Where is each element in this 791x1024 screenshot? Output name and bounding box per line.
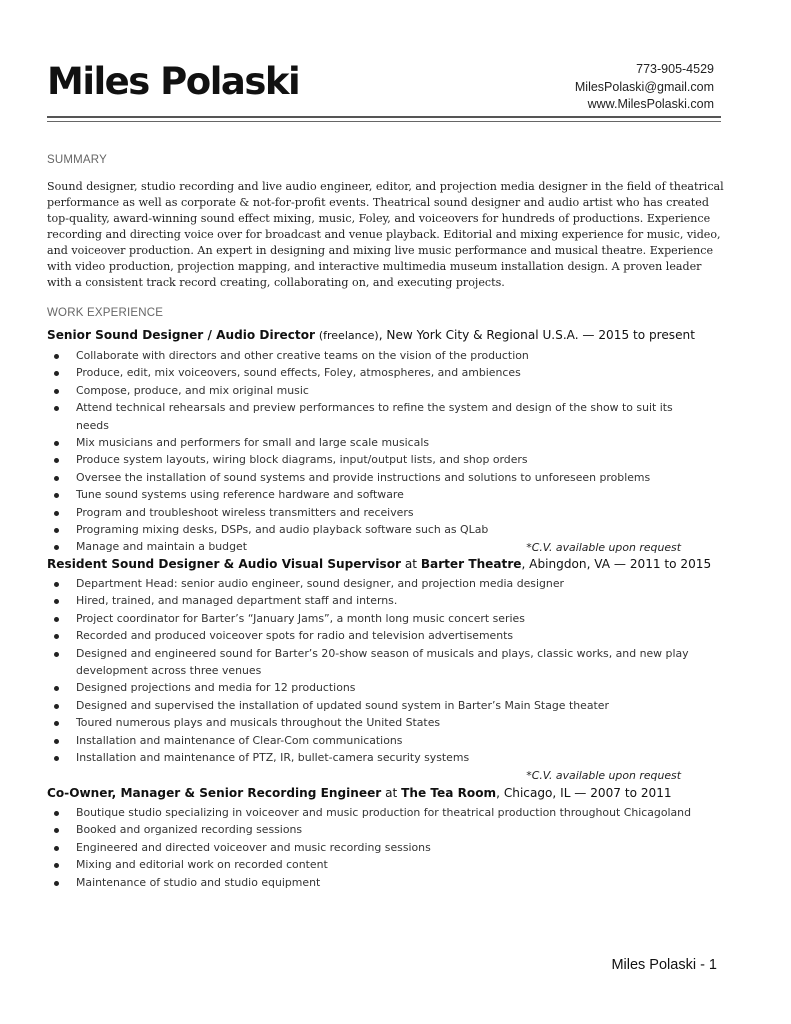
job-location: , Abingdon, VA (521, 557, 611, 571)
job-dates: — 2015 to present (578, 328, 695, 342)
job-at: at (381, 786, 402, 800)
list-item: Oversee the installation of sound systems and provide instructions and solutions to unforeseen problems (47, 469, 707, 486)
phone-number: 773-905-4529 (636, 62, 714, 76)
list-item: Attend technical rehearsals and preview performances to refine the system and design of the show to suit its needs (47, 399, 707, 434)
list-item: Designed and engineered sound for Barter’s 20-show season of musicals and plays, classic works, and new play development across three venues (47, 645, 707, 680)
page-footer: Miles Polaski - 1 (611, 957, 717, 973)
job-3-bullets (47, 804, 707, 891)
list-item: Program and troubleshoot wireless transmitters and receivers (47, 504, 707, 521)
list-item: Maintenance of studio and studio equipment (47, 874, 707, 891)
work-experience-heading: WORK EXPERIENCE (47, 307, 164, 319)
job-location: , Chicago, IL (496, 786, 571, 800)
list-item: Recorded and produced voiceover spots for radio and television advertisements (47, 627, 707, 644)
job-role: Resident Sound Designer & Audio Visual Supervisor (47, 557, 401, 571)
email-address: MilesPolaski@gmail.com (574, 79, 714, 94)
list-item: Hired, trained, and managed department staff and interns. (47, 592, 707, 609)
list-item: Toured numerous plays and musicals throughout the United States (47, 714, 707, 731)
list-item: Installation and maintenance of Clear-Com communications (47, 732, 707, 749)
job-role: Co-Owner, Manager & Senior Recording Engineer (47, 786, 382, 800)
list-item: Department Head: senior audio engineer, sound designer, and projection media designer (47, 575, 707, 592)
list-item: Boutique studio specializing in voiceover and music production for theatrical production throughout Chicagoland (47, 804, 707, 821)
list-item: Produce, edit, mix voiceovers, sound effects, Foley, atmospheres, and ambiences (47, 364, 707, 381)
list-item: Installation and maintenance of PTZ, IR, bullet-camera security systems (47, 749, 707, 766)
list-item: Compose, produce, and mix original music (47, 382, 707, 399)
list-item: Booked and organized recording sessions (47, 821, 707, 838)
website-url: www.MilesPolaski.com (587, 97, 714, 111)
job-location: , New York City & Regional U.S.A. (378, 328, 579, 342)
job-at: at (400, 557, 421, 571)
list-item: Programing mixing desks, DSPs, and audio playback software such as QLab (47, 521, 707, 538)
applicant-name: Miles Polaski (47, 60, 300, 103)
summary-paragraph: Sound designer, studio recording and live audio engineer, editor, and projection media designer in the field of theatrical performance as well as corporate & not-for-profit events. Theatrical sound designer and audio artist who has created top-quality, award-winning sound effect mixing, music, Foley, and voiceovers for hundreds of productions. Experience recording and directing voice over for broadcast and venue playback. Editorial and mixing experience for music, video, and voiceover production. An expert in designing and mixing live music performance and musical theatre. Experience with video production, projection mapping, and interactive multimedia museum installation design. A proven leader with a consistent track record creating, collaborating on, and executing projects. (47, 180, 724, 289)
list-item: Tune sound systems using reference hardware and software (47, 486, 707, 503)
list-item: Engineered and directed voiceover and music recording sessions (47, 839, 707, 856)
cv-note-2: *C.V. available upon request (526, 769, 681, 782)
list-item: Project coordinator for Barter’s “January Jams”, a month long music concert series (47, 610, 707, 627)
job-1-bullets (47, 347, 707, 556)
header-rule-thick (47, 116, 721, 118)
job-role: Senior Sound Designer / Audio Director (47, 328, 315, 342)
list-item: Collaborate with directors and other creative teams on the vision of the production (47, 347, 707, 364)
job-organization: The Tea Room (401, 786, 497, 800)
list-item: Manage and maintain a budget (47, 538, 707, 555)
summary-heading: SUMMARY (47, 154, 107, 166)
job-dates: — 2011 to 2015 (610, 557, 712, 571)
contact-block (575, 61, 714, 114)
job-title-2 (47, 557, 711, 571)
list-item: Designed and supervised the installation of updated sound system in Barter’s Main Stage theater (47, 697, 707, 714)
cv-note-1: *C.V. available upon request (526, 541, 681, 554)
job-2-bullets (47, 575, 707, 766)
header-rule-thin (47, 121, 721, 122)
list-item: Produce system layouts, wiring block diagrams, input/output lists, and shop orders (47, 451, 707, 468)
job-dates: — 2007 to 2011 (570, 786, 672, 800)
list-item: Mixing and editorial work on recorded content (47, 856, 707, 873)
job-organization: Barter Theatre (420, 557, 522, 571)
job-title-3 (47, 786, 672, 800)
job-qualifier: (freelance) (318, 329, 379, 342)
list-item: Designed projections and media for 12 productions (47, 679, 707, 696)
list-item: Mix musicians and performers for small and large scale musicals (47, 434, 707, 451)
job-title-1 (47, 328, 695, 342)
